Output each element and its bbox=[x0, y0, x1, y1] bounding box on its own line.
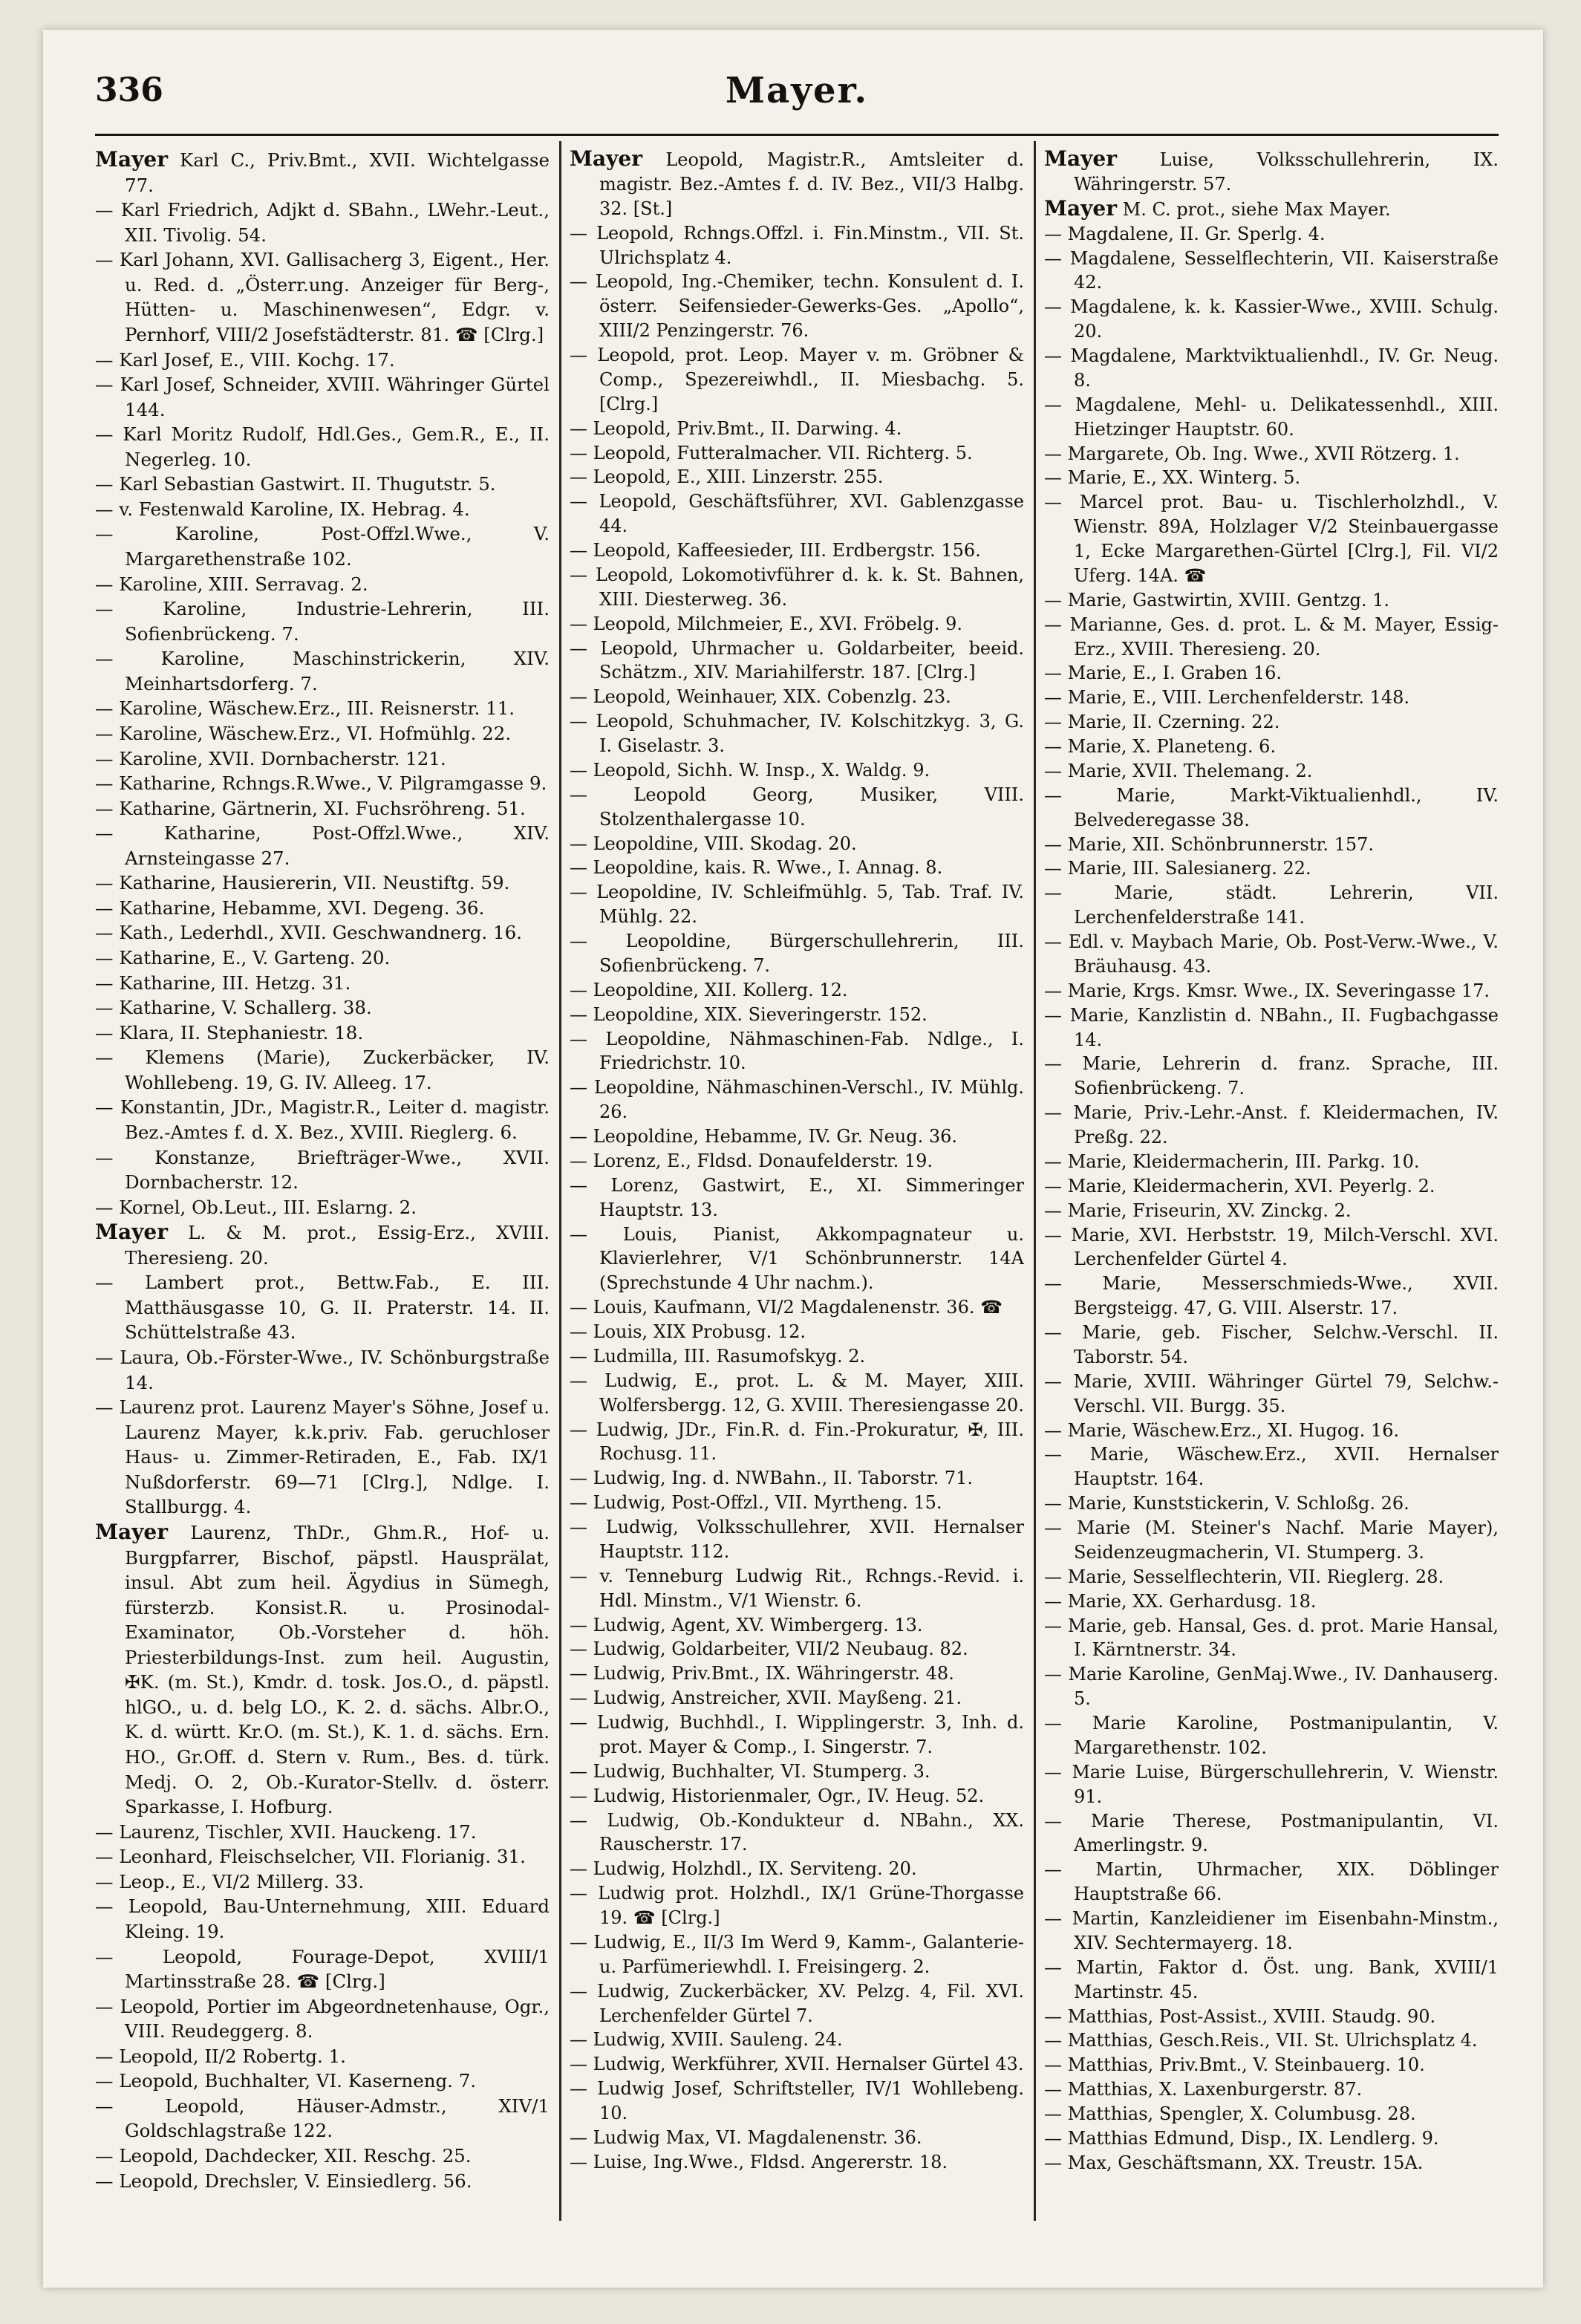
directory-entry: — Ludwig, Ob.-Kondukteur d. NBahn., XX. Rauscherstr. 17. bbox=[570, 1809, 1024, 1855]
directory-entry: — Leopoldine, Bürgerschullehrerin, III. Sofienbrückeng. 7. bbox=[570, 931, 1024, 976]
directory-entry: — Lorenz, Gastwirt, E., XI. Simmeringer Hauptstr. 13. bbox=[570, 1174, 1024, 1220]
directory-entry: — Marie, II. Czerning. 22. bbox=[1044, 712, 1280, 733]
directory-entry: — Konstanze, Briefträger-Wwe., XVII. Dornbacherstr. 12. bbox=[95, 1146, 550, 1194]
directory-entry: — Ludwig, Volksschullehrer, XVII. Hernalser Hauptstr. 112. bbox=[570, 1517, 1024, 1562]
directory-entry: — Ludwig, Holzhdl., IX. Serviteng. 20. bbox=[570, 1858, 917, 1880]
directory-entry: — Karoline, Wäschew.Erz., III. Reisnerstr. 11. bbox=[95, 697, 515, 720]
directory-entry: — Ludwig, E., II/3 Im Werd 9, Kamm-, Galanterie- u. Parfümeriewhdl. I. Freisingerg. 2. bbox=[570, 1931, 1024, 1977]
directory-entry: — Marie, XVII. Thelemang. 2. bbox=[1044, 760, 1313, 781]
directory-entry: Mayer L. & M. prot., Essig-Erz., XVIII. Theresieng. 20. bbox=[95, 1220, 550, 1269]
directory-entry: — Leopold, Lokomotivführer d. k. k. St. Bahnen, XIII. Diesterweg. 36. bbox=[570, 564, 1024, 610]
directory-entry: — Ludwig Max, VI. Magdalenenstr. 36. bbox=[570, 2126, 922, 2148]
directory-entry: — Ludwig, Buchhalter, VI. Stumperg. 3. bbox=[570, 1760, 930, 1782]
directory-entry: — Marie, Priv.-Lehr.-Anst. f. Kleidermachen, IV. Preßg. 22. bbox=[1044, 1102, 1499, 1148]
directory-entry: — Leopoldine, XII. Kollerg. 12. bbox=[570, 979, 848, 1000]
directory-entry: — Leonhard, Fleischselcher, VII. Florianig. 31. bbox=[95, 1846, 526, 1868]
directory-entry: — Karl Friedrich, Adjkt d. SBahn., LWehr.-Leut., XII. Tivolig. 54. bbox=[95, 199, 550, 246]
directory-entry: — Leopold, Priv.Bmt., II. Darwing. 4. bbox=[570, 417, 902, 439]
directory-entry: — Leopold, Geschäftsführer, XVI. Gablenzgasse 44. bbox=[570, 491, 1024, 537]
directory-entry: — Karl Johann, XVI. Gallisacherg 3, Eigent., Her. u. Red. d. „Österr.ung. Anzeiger für Berg-, Hütten- u. Maschinenwesen“, Edgr. v. Pernhorf, VIII/2 Josefstädterstr. 81. ☎ [Clrg.] bbox=[95, 249, 550, 345]
directory-entry: — Marie, Wäschew.Erz., XI. Hugog. 16. bbox=[1044, 1419, 1400, 1441]
directory-entry: — Marie, Friseurin, XV. Zinckg. 2. bbox=[1044, 1200, 1352, 1221]
directory-entry: — Leopold, prot. Leop. Mayer v. m. Gröbner & Comp., Spezereiwhdl., II. Miesbachg. 5. [Clrg.] bbox=[570, 345, 1024, 414]
directory-entry: — Laura, Ob.-Förster-Wwe., IV. Schönburgstraße 14. bbox=[95, 1347, 550, 1393]
directory-entry: — Leopoldine, Hebamme, IV. Gr. Neug. 36. bbox=[570, 1126, 958, 1147]
directory-entry: — Katharine, Post-Offzl.Wwe., XIV. Arnsteingasse 27. bbox=[95, 822, 550, 869]
directory-entry: — Leopoldine, IV. Schleifmühlg. 5, Tab. Traf. IV. Mühlg. 22. bbox=[570, 882, 1024, 928]
directory-entry: — Karl Josef, E., VIII. Kochg. 17. bbox=[95, 348, 395, 371]
directory-entry: — Marie, E., VIII. Lerchenfelderstr. 148. bbox=[1044, 687, 1410, 709]
directory-entry: — Marie, Kunststickerin, V. Schloßg. 26. bbox=[1044, 1493, 1409, 1514]
directory-entry: — Kath., Lederhdl., XVII. Geschwandnerg. 16. bbox=[95, 922, 522, 944]
directory-entry: — Marie Karoline, Postmanipulantin, V. Margarethenstr. 102. bbox=[1044, 1713, 1499, 1758]
directory-entry: — Katharine, Hebamme, XVI. Degeng. 36. bbox=[95, 896, 485, 919]
directory-entry: — Marie, III. Salesianerg. 22. bbox=[1044, 858, 1311, 879]
surname-lead: Mayer bbox=[1044, 147, 1117, 171]
directory-entry: — Leopold, Bau-Unternehmung, XIII. Eduard Kleing. 19. bbox=[95, 1895, 550, 1942]
directory-entry: — Karoline, XVII. Dornbacherstr. 121. bbox=[95, 747, 446, 769]
directory-entry: — Martin, Uhrmacher, XIX. Döblinger Hauptstraße 66. bbox=[1044, 1859, 1499, 1905]
directory-entry: — Marie, X. Planeteng. 6. bbox=[1044, 736, 1277, 757]
directory-entry: Mayer Laurenz, ThDr., Ghm.R., Hof- u. Burgpfarrer, Bischof, päpstl. Hausprälat, insul. Abt zum heil. Ägydius in Sümegh, fürsterzb. Konsist.R. u. Prosinodal-Examinator, Ob.-Vorsteher d. höh. Priesterbildungs-Inst. zum heil. Augustin, ✠K. (m. St.), Kmdr. d. tosk. Jos.O., d. päpstl. hlGO., u. d. belg LO., K. 2. d. sächs. Albr.O., K. d. württ. Kr.O. (m. St.), K. 1. d. sächs. Ern. HO., Gr.Off. d. Stern v. Rum., Bes. d. türk. Medj. O. 2, Ob.-Kurator-Stellv. d. österr. Sparkasse, I. Hofburg. bbox=[95, 1519, 550, 1818]
directory-entry: — Leopoldine, kais. R. Wwe., I. Annag. 8. bbox=[570, 857, 943, 879]
directory-entry: — Marie, XVIII. Währinger Gürtel 79, Selchw.-Verschl. VII. Burgg. 35. bbox=[1044, 1370, 1499, 1416]
surname-lead: Mayer bbox=[570, 147, 642, 171]
directory-page bbox=[43, 30, 1543, 2288]
directory-entry: — Leopold, Kaffeesieder, III. Erdbergstr. 156. bbox=[570, 540, 981, 561]
directory-entry: — Leopold, Milchmeier, E., XVI. Fröbelg. 9. bbox=[570, 613, 962, 634]
page-number: 336 bbox=[95, 71, 163, 109]
directory-entry: — Karoline, Wäschew.Erz., VI. Hofmühlg. 22. bbox=[95, 722, 512, 744]
directory-entry: — Matthias, Spengler, X. Columbusg. 28. bbox=[1044, 2103, 1416, 2124]
directory-entry: — v. Festenwald Karoline, IX. Hebrag. 4. bbox=[95, 498, 470, 520]
directory-entry: — Leopold, Ing.-Chemiker, techn. Konsulent d. I. österr. Seifensieder-Gewerks-Ges. „Apollo“, XIII/2 Penzingerstr. 76. bbox=[570, 271, 1024, 342]
directory-entry: — Louis, Pianist, Akkompagnateur u. Klavierlehrer, V/1 Schönbrunnerstr. 14A (Sprechstunde 4 Uhr nachm.). bbox=[570, 1223, 1024, 1294]
directory-entry: — Lambert prot., Bettw.Fab., E. III. Matthäusgasse 10, G. II. Praterstr. 14. II. Schüttelstraße 43. bbox=[95, 1272, 550, 1344]
directory-entry: — Leopold, Weinhauer, XIX. Cobenzlg. 23. bbox=[570, 686, 951, 708]
directory-entry: — Katharine, III. Hetzg. 31. bbox=[95, 971, 351, 994]
surname-lead: Mayer bbox=[95, 1220, 168, 1245]
directory-entry: — Ludwig, Post-Offzl., VII. Myrtheng. 15. bbox=[570, 1492, 942, 1514]
surname-lead: Mayer bbox=[95, 1519, 168, 1544]
directory-entry: — Leopoldine, VIII. Skodag. 20. bbox=[570, 833, 857, 854]
directory-entry: — Laurenz prot. Laurenz Mayer's Söhne, Josef u. Laurenz Mayer, k.k.priv. Fab. geruchloser Haus- u. Zimmer-Retiraden, E., Fab. IX/1 Nußdorferstr. 69—71 [Clrg.], Ndlge. I. Stallburgg. 4. bbox=[95, 1396, 550, 1518]
directory-entry: — Marie, Kleidermacherin, III. Parkg. 10. bbox=[1044, 1150, 1420, 1172]
directory-entry: — Marie, Krgs. Kmsr. Wwe., IX. Severingasse 17. bbox=[1044, 980, 1490, 1001]
directory-entry: — Kornel, Ob.Leut., III. Eslarng. 2. bbox=[95, 1196, 417, 1218]
directory-entry: — Karl Moritz Rudolf, Hdl.Ges., Gem.R., E., II. Negerleg. 10. bbox=[95, 423, 550, 470]
directory-entry: — Matthias, Priv.Bmt., V. Steinbauerg. 10. bbox=[1044, 2054, 1425, 2076]
surname-lead: Mayer bbox=[1044, 195, 1117, 221]
directory-entry: Mayer Karl C., Priv.Bmt., XVII. Wichtelgasse 77. bbox=[95, 147, 550, 196]
directory-entry: — Martin, Faktor d. Öst. ung. Bank, XVIII/1 Martinstr. 45. bbox=[1044, 1956, 1499, 2002]
directory-entry: — Karl Josef, Schneider, XVIII. Währinger Gürtel 144. bbox=[95, 374, 550, 420]
directory-entry: — Ludmilla, III. Rasumofskyg. 2. bbox=[570, 1345, 866, 1367]
directory-entry: — Marie Karoline, GenMaj.Wwe., IV. Danhauserg. 5. bbox=[1044, 1664, 1499, 1710]
directory-entry: — Leopold, Fourage-Depot, XVIII/1 Martinsstraße 28. ☎ [Clrg.] bbox=[95, 1945, 550, 1993]
directory-entry: — Edl. v. Maybach Marie, Ob. Post-Verw.-Wwe., V. Bräuhausg. 43. bbox=[1044, 931, 1499, 977]
directory-entry: — Leopold, Futteralmacher. VII. Richterg. 5. bbox=[570, 442, 973, 463]
directory-entry: — Martin, Kanzleidiener im Eisenbahn-Minstm., XIV. Sechtermayerg. 18. bbox=[1044, 1908, 1499, 1953]
directory-entry: — Marie Luise, Bürgerschullehrerin, V. Wienstr. 91. bbox=[1044, 1761, 1499, 1807]
directory-entry: — Magdalene, Sesselflechterin, VII. Kaiserstraße 42. bbox=[1044, 247, 1499, 293]
directory-entry: — Katharine, V. Schallerg. 38. bbox=[95, 997, 372, 1019]
directory-entry: — Ludwig, Werkführer, XVII. Hernalser Gürtel 43. bbox=[570, 2054, 1024, 2075]
directory-entry: — Katharine, Gärtnerin, XI. Fuchsröhreng. 51. bbox=[95, 797, 526, 819]
directory-entry: — Marie, XX. Gerhardusg. 18. bbox=[1044, 1590, 1317, 1612]
directory-entry: — Marie, Sesselflechterin, VII. Rieglerg. 28. bbox=[1044, 1566, 1444, 1587]
directory-entry: — Luise, Ing.Wwe., Fldsd. Angererstr. 18. bbox=[570, 2151, 948, 2172]
directory-entry: — Marie (M. Steiner's Nachf. Marie Mayer), Seidenzeugmacherin, VI. Stumperg. 3. bbox=[1044, 1517, 1499, 1563]
directory-entry: — Ludwig, Zuckerbäcker, XV. Pelzg. 4, Fil. XVI. Lerchenfelder Gürtel 7. bbox=[570, 1980, 1024, 2026]
directory-entry: — Karl Sebastian Gastwirt. II. Thugutstr. 5. bbox=[95, 473, 496, 495]
directory-entry: — Lorenz, E., Fldsd. Donaufelderstr. 19. bbox=[570, 1150, 933, 1171]
directory-entry: — Marie, E., XX. Winterg. 5. bbox=[1044, 467, 1301, 489]
directory-entry: Mayer Leopold, Magistr.R., Amtsleiter d. magistr. Bez.-Amtes f. d. IV. Bez., VII/3 Halbg. 32. [St.] bbox=[570, 147, 1024, 219]
directory-entry: — Laurenz, Tischler, XVII. Hauckeng. 17. bbox=[95, 1820, 477, 1843]
directory-entry: — Leopold, E., XIII. Linzerstr. 255. bbox=[570, 466, 884, 488]
directory-entry: — Ludwig, Historienmaler, Ogr., IV. Heug. 52. bbox=[570, 1785, 985, 1806]
directory-entry: — Leopold Georg, Musiker, VIII. Stolzenthalergasse 10. bbox=[570, 784, 1024, 830]
directory-entry: — Marie, Markt-Viktualienhdl., IV. Belvederegasse 38. bbox=[1044, 784, 1499, 830]
directory-entry: — Marie, Messerschmieds-Wwe., XVII. Bergsteigg. 47, G. VIII. Alserstr. 17. bbox=[1044, 1273, 1499, 1319]
directory-entry: Mayer Luise, Volksschullehrerin, IX. Währingerstr. 57. bbox=[1044, 147, 1499, 195]
directory-entry: — Ludwig Josef, Schriftsteller, IV/1 Wohllebeng. 10. bbox=[570, 2078, 1024, 2123]
directory-entry: — Marie Therese, Postmanipulantin, VI. Amerlingstr. 9. bbox=[1044, 1810, 1499, 1856]
directory-entry: — Marie, Kanzlistin d. NBahn., II. Fugbachgasse 14. bbox=[1044, 1004, 1499, 1050]
directory-entry: — Ludwig, E., prot. L. & M. Mayer, XIII. Wolfersbergg. 12, G. XVIII. Theresiengasse 20. bbox=[570, 1370, 1024, 1416]
directory-entry: — Karoline, XIII. Serravag. 2. bbox=[95, 573, 368, 595]
directory-entry: — Klemens (Marie), Zuckerbäcker, IV. Wohllebeng. 19, G. IV. Alleeg. 17. bbox=[95, 1047, 550, 1093]
directory-entry: — Ludwig, Buchhdl., I. Wipplingerstr. 3, Inh. d. prot. Mayer & Comp., I. Singerstr. 7. bbox=[570, 1712, 1024, 1757]
directory-entry: — Marie, XVI. Herbststr. 19, Milch-Verschl. XVI. Lerchenfelder Gürtel 4. bbox=[1044, 1224, 1499, 1270]
directory-entry: — Matthias, Post-Assist., XVIII. Staudg. 90. bbox=[1044, 2005, 1436, 2027]
directory-entry: — Ludwig, Agent, XV. Wimbergerg. 13. bbox=[570, 1614, 923, 1635]
directory-entry: — Karoline, Industrie-Lehrerin, III. Sofienbrückeng. 7. bbox=[95, 598, 550, 645]
running-head: Mayer. bbox=[725, 70, 869, 111]
directory-entry: — Leopold, Portier im Abgeordnetenhause, Ogr., VIII. Reudeggerg. 8. bbox=[95, 1995, 550, 2043]
directory-entry: — Louis, Kaufmann, VI/2 Magdalenenstr. 36. ☎ bbox=[570, 1297, 1003, 1318]
directory-entry: — Magdalene, k. k. Kassier-Wwe., XVIII. Schulg. 20. bbox=[1044, 296, 1499, 342]
directory-entry: — Leop., E., VI/2 Millerg. 33. bbox=[95, 1870, 365, 1892]
header-rule bbox=[95, 134, 1499, 136]
column-3 bbox=[1044, 147, 1499, 2227]
directory-entry: — Konstantin, JDr., Magistr.R., Leiter d. magistr. Bez.-Amtes f. d. X. Bez., XVIII. Rieglerg. 6. bbox=[95, 1096, 550, 1143]
directory-entry: — Karoline, Maschinstrickerin, XIV. Meinhartsdorferg. 7. bbox=[95, 648, 550, 694]
directory-entry: — Marie, städt. Lehrerin, VII. Lerchenfelderstraße 141. bbox=[1044, 882, 1499, 928]
directory-entry: — Leopoldine, Nähmaschinen-Fab. Ndlge., I. Friedrichstr. 10. bbox=[570, 1028, 1024, 1074]
surname-lead: Mayer bbox=[95, 147, 168, 172]
directory-entry: — Marie, geb. Hansal, Ges. d. prot. Marie Hansal, I. Kärntnerstr. 34. bbox=[1044, 1615, 1499, 1661]
directory-entry: — Matthias, Gesch.Reis., VII. St. Ulrichsplatz 4. bbox=[1044, 2030, 1478, 2051]
directory-entry: — Marie, Kleidermacherin, XVI. Peyerlg. 2. bbox=[1044, 1175, 1435, 1197]
directory-entry: — Margarete, Ob. Ing. Wwe., XVII Rötzerg. 1. bbox=[1044, 443, 1460, 464]
directory-entry: — Louis, XIX Probusg. 12. bbox=[570, 1321, 806, 1342]
directory-entry: Mayer M. C. prot., siehe Max Mayer. bbox=[1044, 195, 1391, 221]
directory-entry: — Klara, II. Stephaniestr. 18. bbox=[95, 1021, 364, 1044]
directory-entry: — Magdalene, Marktviktualienhdl., IV. Gr. Neug. 8. bbox=[1044, 345, 1499, 391]
directory-entry: — Marie, Lehrerin d. franz. Sprache, III. Sofienbrückeng. 7. bbox=[1044, 1053, 1499, 1099]
directory-entry: — Max, Geschäftsmann, XX. Treustr. 15A. bbox=[1044, 2152, 1424, 2173]
column-2 bbox=[570, 147, 1024, 2227]
directory-entry: — Marie, Gastwirtin, XVIII. Gentzg. 1. bbox=[1044, 589, 1390, 611]
directory-entry: — Leopold, Buchhalter, VI. Kaserneng. 7. bbox=[95, 2070, 477, 2092]
directory-entry: — Katharine, E., V. Garteng. 20. bbox=[95, 947, 391, 969]
directory-entry: — v. Tenneburg Ludwig Rit., Rchngs.-Revid. i. Hdl. Minstm., V/1 Wienstr. 6. bbox=[570, 1565, 1024, 1611]
directory-entry: — Karoline, Post-Offzl.Wwe., V. Margarethenstraße 102. bbox=[95, 523, 550, 570]
directory-entry: — Matthias Edmund, Disp., IX. Lendlerg. 9. bbox=[1044, 2127, 1439, 2149]
directory-entry: — Marie, XII. Schönbrunnerstr. 157. bbox=[1044, 833, 1375, 855]
column-divider bbox=[1034, 141, 1036, 2221]
directory-entry: — Leopold, II/2 Robertg. 1. bbox=[95, 2045, 346, 2067]
page-header bbox=[95, 67, 1499, 134]
directory-entry: — Ludwig, Ing. d. NWBahn., II. Taborstr. 71. bbox=[570, 1468, 973, 1489]
directory-entry: — Katharine, Hausiererin, VII. Neustiftg. 59. bbox=[95, 872, 510, 894]
directory-entry: — Marie, E., I. Graben 16. bbox=[1044, 663, 1282, 684]
column-divider bbox=[559, 141, 561, 2221]
directory-entry: — Ludwig, Goldarbeiter, VII/2 Neubaug. 82. bbox=[570, 1638, 968, 1660]
directory-entry: — Ludwig, Priv.Bmt., IX. Währingerstr. 48. bbox=[570, 1663, 954, 1685]
directory-entry: — Matthias, X. Laxenburgerstr. 87. bbox=[1044, 2079, 1363, 2100]
directory-entry: — Leopoldine, XIX. Sieveringerstr. 152. bbox=[570, 1003, 928, 1025]
directory-entry: — Ludwig prot. Holzhdl., IX/1 Grüne-Thorgasse 19. ☎ [Clrg.] bbox=[570, 1883, 1024, 1928]
directory-entry: — Marianne, Ges. d. prot. L. & M. Mayer, Essig-Erz., XVIII. Theresieng. 20. bbox=[1044, 613, 1499, 660]
directory-entry: — Leopold, Rchngs.Offzl. i. Fin.Minstm., VII. St. Ulrichsplatz 4. bbox=[570, 222, 1024, 268]
directory-entry: — Leopold, Häuser-Admstr., XIV/1 Goldschlagstraße 122. bbox=[95, 2094, 550, 2142]
directory-entry: — Leopold, Drechsler, V. Einsiedlerg. 56. bbox=[95, 2170, 472, 2192]
directory-entry: — Leopold, Sichh. W. Insp., X. Waldg. 9. bbox=[570, 759, 930, 781]
directory-entry: — Leopold, Schuhmacher, IV. Kolschitzkyg. 3, G. I. Giselastr. 3. bbox=[570, 711, 1024, 756]
directory-entry: — Katharine, Rchngs.R.Wwe., V. Pilgramgasse 9. bbox=[95, 772, 547, 795]
directory-entry: — Marcel prot. Bau- u. Tischlerholzhdl., V. Wienstr. 89A, Holzlager V/2 Steinbauergasse 1, Ecke Margarethen-Gürtel [Clrg.], Fil. VI/2 Uferg. 14A. ☎ bbox=[1044, 492, 1499, 586]
directory-entry: — Marie, geb. Fischer, Selchw.-Verschl. II. Taborstr. 54. bbox=[1044, 1322, 1499, 1367]
directory-entry: — Magdalene, Mehl- u. Delikatessenhdl., XIII. Hietzinger Hauptstr. 60. bbox=[1044, 394, 1499, 440]
directory-entry: — Ludwig, JDr., Fin.R. d. Fin.-Prokuratur, ✠, III. Rochusg. 11. bbox=[570, 1419, 1024, 1465]
directory-entry: — Leopold, Uhrmacher u. Goldarbeiter, beeid. Schätzm., XIV. Mariahilferstr. 187. [Clrg.] bbox=[570, 637, 1024, 683]
directory-entry: — Ludwig, Anstreicher, XVII. Mayßeng. 21. bbox=[570, 1687, 962, 1709]
directory-entry: — Magdalene, II. Gr. Sperlg. 4. bbox=[1044, 223, 1326, 244]
directory-entry: — Ludwig, XVIII. Sauleng. 24. bbox=[570, 2029, 843, 2051]
column-1 bbox=[95, 147, 550, 2227]
directory-entry: — Marie, Wäschew.Erz., XVII. Hernalser Hauptstr. 164. bbox=[1044, 1444, 1499, 1490]
directory-entry: — Leopoldine, Nähmaschinen-Verschl., IV. Mühlg. 26. bbox=[570, 1077, 1024, 1123]
directory-entry: — Leopold, Dachdecker, XII. Reschg. 25. bbox=[95, 2145, 472, 2167]
